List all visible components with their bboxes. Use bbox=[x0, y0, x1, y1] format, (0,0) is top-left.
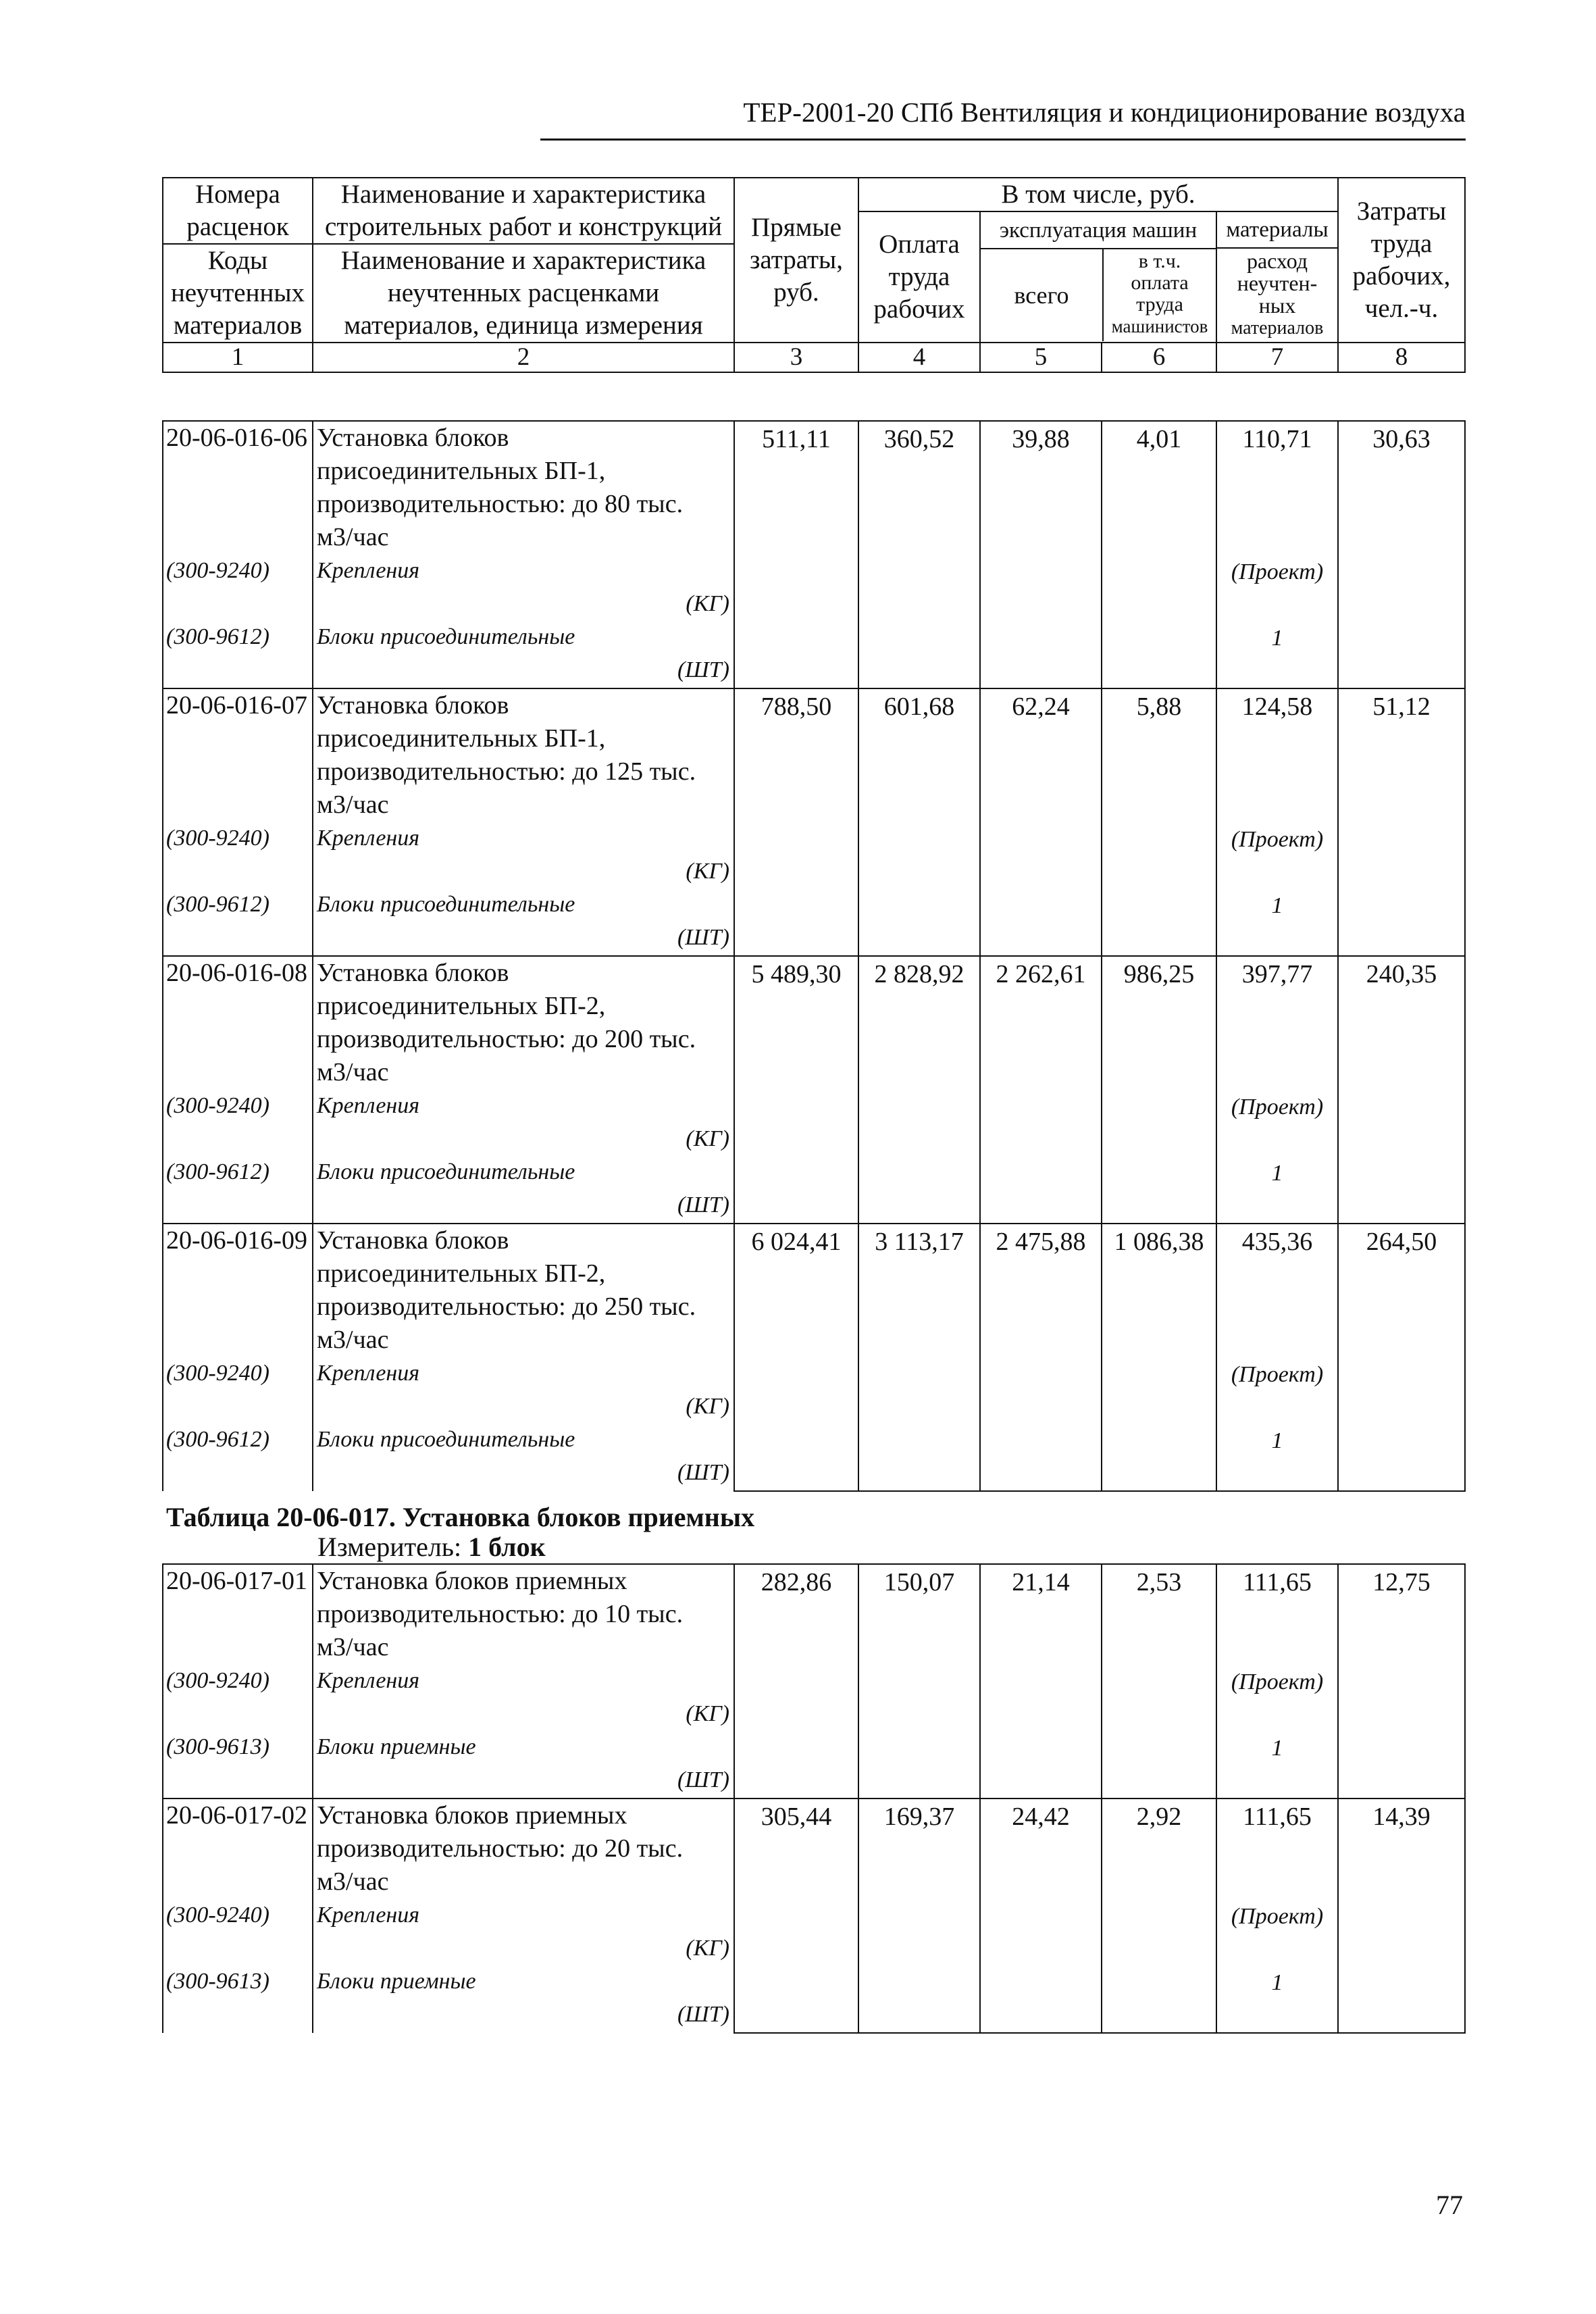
materials-header-text: материалы bbox=[1217, 212, 1337, 249]
material-code: (300-9240) bbox=[166, 1093, 269, 1118]
table-measure bbox=[317, 1531, 546, 1563]
rate-name-cell bbox=[313, 688, 734, 956]
rate-name-line: м3/час bbox=[317, 790, 389, 819]
rate-name-line: производительностью: до 10 тыс. bbox=[317, 1600, 684, 1628]
rate-name-line: Установка блоков приемных bbox=[317, 1567, 627, 1595]
material-unit: (КГ) bbox=[686, 859, 729, 884]
value-materials: 110,71 bbox=[1242, 425, 1312, 453]
table-title: Таблица 20-06-017. Установка блоков приемных bbox=[166, 1502, 755, 1532]
rate-row bbox=[163, 956, 1465, 1224]
value-machines: 39,88 bbox=[980, 421, 1102, 688]
value-machines: 2 475,88 bbox=[980, 1224, 1102, 1491]
rate-row bbox=[163, 1799, 1465, 2033]
col2-header-line: неучтенных расценками bbox=[387, 278, 660, 307]
col7-header-line: ных bbox=[1258, 293, 1296, 318]
material-unit: (ШТ) bbox=[677, 1192, 729, 1217]
col1-header bbox=[163, 178, 313, 343]
machines-header bbox=[980, 211, 1216, 343]
col8-header-line: чел.-ч. bbox=[1364, 294, 1439, 323]
col-number: 3 bbox=[734, 343, 858, 372]
col-number: 7 bbox=[1216, 343, 1338, 372]
col7-header-line: расход bbox=[1246, 249, 1308, 273]
rate-name-line: присоединительных БП-2, bbox=[317, 992, 606, 1020]
value-hours: 12,75 bbox=[1338, 1564, 1465, 1799]
col4-header-line: Оплата bbox=[879, 230, 960, 259]
value-materials: 111,65 bbox=[1243, 1803, 1312, 1831]
rate-name-line: производительностью: до 200 тыс. bbox=[317, 1025, 696, 1053]
material-code: (300-9240) bbox=[166, 1668, 269, 1693]
material-name: Блоки присоединительные bbox=[317, 1159, 575, 1184]
col3-header bbox=[734, 178, 858, 343]
material-qty: (Проект) bbox=[1231, 559, 1324, 584]
rate-code: 20-06-016-07 bbox=[166, 691, 307, 720]
material-code: (300-9613) bbox=[166, 1969, 269, 1994]
materials-header bbox=[1216, 211, 1338, 343]
rate-name-line: Установка блоков bbox=[317, 959, 509, 987]
col3-header-line: Прямые bbox=[751, 213, 842, 242]
col1-header-line: Номера bbox=[195, 180, 280, 209]
material-unit: (КГ) bbox=[686, 1701, 729, 1726]
material-unit: (ШТ) bbox=[677, 2002, 729, 2027]
material-name: Блоки присоединительные bbox=[317, 624, 575, 649]
rate-code: 20-06-016-06 bbox=[166, 424, 307, 452]
col7-header-line: неучтен- bbox=[1237, 271, 1318, 295]
value-machines: 2 262,61 bbox=[980, 956, 1102, 1224]
rate-row bbox=[163, 1564, 1465, 1799]
material-unit: (КГ) bbox=[686, 591, 729, 616]
material-unit: (КГ) bbox=[686, 1126, 729, 1151]
material-qty: (Проект) bbox=[1231, 1669, 1324, 1694]
material-code: (300-9612) bbox=[166, 892, 269, 917]
material-name: Крепления bbox=[317, 558, 420, 583]
rate-name-line: м3/час bbox=[317, 1326, 389, 1354]
col2-header bbox=[313, 178, 734, 343]
material-qty: (Проект) bbox=[1231, 1362, 1324, 1387]
rate-row bbox=[163, 688, 1465, 956]
rate-code-cell bbox=[163, 1799, 313, 2033]
rate-row bbox=[163, 421, 1465, 688]
col1-header-line: неучтенных bbox=[170, 278, 305, 307]
value-direct: 6 024,41 bbox=[734, 1224, 858, 1491]
material-code: (300-9612) bbox=[166, 1427, 269, 1452]
value-labor: 601,68 bbox=[858, 688, 980, 956]
material-name: Крепления bbox=[317, 1361, 420, 1386]
rate-row bbox=[163, 1224, 1465, 1491]
value-materials-cell bbox=[1216, 1564, 1338, 1799]
col-number: 1 bbox=[163, 343, 313, 372]
value-machinists: 986,25 bbox=[1102, 956, 1216, 1224]
rate-name-cell bbox=[313, 421, 734, 688]
col-number: 5 bbox=[980, 343, 1102, 372]
value-materials-cell bbox=[1216, 1224, 1338, 1491]
value-materials: 435,36 bbox=[1241, 1228, 1313, 1256]
value-materials: 111,65 bbox=[1243, 1568, 1312, 1596]
material-name: Блоки присоединительные bbox=[317, 892, 575, 917]
col7-header-line: материалов bbox=[1231, 318, 1324, 338]
material-name: Крепления bbox=[317, 1668, 420, 1693]
rate-code-cell bbox=[163, 421, 313, 688]
rate-name-line: производительностью: до 125 тыс. bbox=[317, 757, 696, 786]
rate-name-cell bbox=[313, 956, 734, 1224]
value-machinists: 2,92 bbox=[1102, 1799, 1216, 2033]
rate-code-cell bbox=[163, 1564, 313, 1799]
col6-header-line: машинистов bbox=[1111, 316, 1208, 336]
rate-name-line: м3/час bbox=[317, 1867, 389, 1896]
rate-name-line: Установка блоков приемных bbox=[317, 1801, 627, 1830]
material-unit: (ШТ) bbox=[677, 657, 729, 682]
col4-header-line: рабочих bbox=[873, 295, 965, 324]
col-number: 4 bbox=[858, 343, 980, 372]
rate-code-cell bbox=[163, 1224, 313, 1491]
col8-header bbox=[1338, 178, 1465, 343]
material-name: Блоки приемные bbox=[317, 1734, 476, 1759]
col6-header bbox=[1104, 249, 1216, 341]
header-rule bbox=[540, 139, 1466, 141]
col-number: 8 bbox=[1338, 343, 1465, 372]
col3-header-line: затраты, bbox=[749, 245, 844, 274]
value-labor: 150,07 bbox=[858, 1564, 980, 1799]
material-qty: (Проект) bbox=[1231, 1904, 1324, 1929]
value-machinists: 4,01 bbox=[1102, 421, 1216, 688]
col4-header bbox=[858, 211, 980, 343]
material-code: (300-9240) bbox=[166, 1903, 269, 1928]
col8-header-line: рабочих, bbox=[1352, 261, 1451, 291]
value-labor: 3 113,17 bbox=[858, 1224, 980, 1491]
material-qty: 1 bbox=[1271, 626, 1283, 651]
material-name: Крепления bbox=[317, 826, 420, 851]
material-code: (300-9613) bbox=[166, 1734, 269, 1759]
rate-name-line: производительностью: до 250 тыс. bbox=[317, 1292, 696, 1321]
value-materials-cell bbox=[1216, 688, 1338, 956]
col2-header-line: строительных работ и конструкций bbox=[313, 211, 733, 245]
rate-name-cell bbox=[313, 1799, 734, 2033]
material-qty: 1 bbox=[1271, 1428, 1283, 1453]
material-qty: (Проект) bbox=[1231, 1095, 1324, 1120]
rate-code: 20-06-016-08 bbox=[166, 959, 307, 987]
value-machinists: 5,88 bbox=[1102, 688, 1216, 956]
rate-name-line: присоединительных БП-2, bbox=[317, 1259, 606, 1288]
rate-name-line: производительностью: до 20 тыс. bbox=[317, 1834, 684, 1863]
col-number: 6 bbox=[1102, 343, 1216, 372]
material-name: Блоки присоединительные bbox=[317, 1427, 575, 1452]
value-direct: 511,11 bbox=[734, 421, 858, 688]
material-code: (300-9612) bbox=[166, 624, 269, 649]
value-machinists: 2,53 bbox=[1102, 1564, 1216, 1799]
value-machinists: 1 086,38 bbox=[1102, 1224, 1216, 1491]
measure-value: 1 блок bbox=[468, 1532, 546, 1562]
col2-header-line: материалов, единица измерения bbox=[344, 311, 703, 340]
material-qty: 1 bbox=[1271, 1161, 1283, 1186]
rate-name-cell bbox=[313, 1564, 734, 1799]
rate-code: 20-06-017-02 bbox=[166, 1801, 307, 1830]
value-machines: 21,14 bbox=[980, 1564, 1102, 1799]
value-machines: 62,24 bbox=[980, 688, 1102, 956]
col3-header-line: руб. bbox=[773, 278, 819, 307]
col5-header bbox=[981, 249, 1104, 341]
col7-header bbox=[1217, 249, 1337, 342]
rate-name-line: присоединительных БП-1, bbox=[317, 457, 606, 485]
rates-table-20-06-017 bbox=[162, 1563, 1466, 2034]
material-qty: 1 bbox=[1271, 1736, 1283, 1761]
col2-header-line: Наименование и характеристика bbox=[340, 246, 706, 275]
value-labor: 360,52 bbox=[858, 421, 980, 688]
material-code: (300-9612) bbox=[166, 1159, 269, 1184]
material-code: (300-9240) bbox=[166, 558, 269, 583]
col1-header-line: Коды bbox=[207, 246, 268, 275]
value-direct: 5 489,30 bbox=[734, 956, 858, 1224]
value-hours: 240,35 bbox=[1338, 956, 1465, 1224]
rate-code: 20-06-017-01 bbox=[166, 1567, 307, 1595]
material-code: (300-9240) bbox=[166, 1361, 269, 1386]
col1-header-line: расценок bbox=[163, 211, 312, 245]
value-materials-cell bbox=[1216, 421, 1338, 688]
rates-table-20-06-016 bbox=[162, 420, 1466, 1492]
col4-header-line: труда bbox=[888, 262, 950, 291]
value-materials: 124,58 bbox=[1241, 693, 1313, 721]
col2-header-line: Наименование и характеристика bbox=[340, 180, 706, 209]
rate-name-line: м3/час bbox=[317, 1633, 389, 1661]
material-unit: (КГ) bbox=[686, 1394, 729, 1419]
value-hours: 264,50 bbox=[1338, 1224, 1465, 1491]
material-unit: (ШТ) bbox=[677, 1460, 729, 1485]
col8-header-line: труда bbox=[1370, 229, 1433, 258]
material-unit: (ШТ) bbox=[677, 925, 729, 950]
material-name: Блоки приемные bbox=[317, 1969, 476, 1994]
material-unit: (КГ) bbox=[686, 1936, 729, 1961]
rate-name-line: присоединительных БП-1, bbox=[317, 724, 606, 753]
value-hours: 30,63 bbox=[1338, 421, 1465, 688]
material-qty: (Проект) bbox=[1231, 827, 1324, 852]
machines-header-text: эксплуатация машин bbox=[981, 213, 1216, 249]
value-materials-cell bbox=[1216, 1799, 1338, 2033]
column-header-table bbox=[162, 177, 1466, 373]
rate-name-line: Установка блоков bbox=[317, 691, 509, 720]
col6-header-line: в т.ч. bbox=[1138, 250, 1181, 272]
value-hours: 51,12 bbox=[1338, 688, 1465, 956]
rate-name-line: Установка блоков bbox=[317, 1226, 509, 1255]
value-machines: 24,42 bbox=[980, 1799, 1102, 2033]
value-hours: 14,39 bbox=[1338, 1799, 1465, 2033]
including-header bbox=[858, 178, 1338, 211]
material-qty: 1 bbox=[1271, 893, 1283, 918]
value-direct: 305,44 bbox=[734, 1799, 858, 2033]
rate-name-line: м3/час bbox=[317, 1058, 389, 1086]
col1-header-line: материалов bbox=[173, 311, 303, 340]
rate-code: 20-06-016-09 bbox=[166, 1226, 307, 1255]
rate-name-line: производительностью: до 80 тыс. bbox=[317, 490, 684, 518]
rate-code-cell bbox=[163, 956, 313, 1224]
value-direct: 788,50 bbox=[734, 688, 858, 956]
material-qty: 1 bbox=[1271, 1970, 1283, 1995]
including-header-text: В том числе, руб. bbox=[1001, 180, 1195, 209]
col8-header-line: Затраты bbox=[1356, 197, 1447, 226]
measure-label: Измеритель: bbox=[317, 1532, 462, 1562]
value-materials-cell bbox=[1216, 956, 1338, 1224]
value-labor: 2 828,92 bbox=[858, 956, 980, 1224]
material-name: Крепления bbox=[317, 1903, 420, 1928]
rate-code-cell bbox=[163, 688, 313, 956]
rate-name-line: м3/час bbox=[317, 523, 389, 551]
running-header: ТЕР-2001-20 СПб Вентиляция и кондиционирование воздуха bbox=[743, 97, 1466, 128]
material-unit: (ШТ) bbox=[677, 1767, 729, 1792]
col5-header-text: всего bbox=[1014, 282, 1069, 309]
material-name: Крепления bbox=[317, 1093, 420, 1118]
material-code: (300-9240) bbox=[166, 826, 269, 851]
col6-header-line: труда bbox=[1136, 293, 1183, 316]
value-materials: 397,77 bbox=[1241, 960, 1313, 988]
value-direct: 282,86 bbox=[734, 1564, 858, 1799]
value-labor: 169,37 bbox=[858, 1799, 980, 2033]
page-number: 77 bbox=[1436, 2190, 1463, 2220]
col-number: 2 bbox=[313, 343, 734, 372]
rate-name-line: Установка блоков bbox=[317, 424, 509, 452]
rate-name-cell bbox=[313, 1224, 734, 1491]
col6-header-line: оплата bbox=[1131, 272, 1189, 294]
